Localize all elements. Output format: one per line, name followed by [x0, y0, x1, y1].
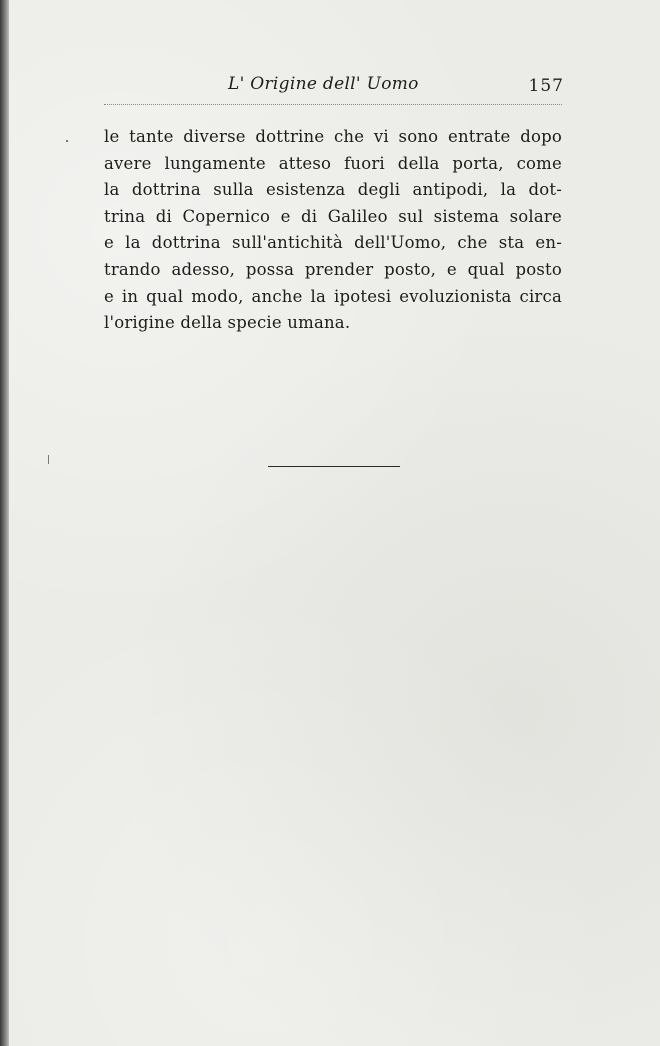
running-title: L' Origine dell' Uomo: [228, 74, 419, 94]
page-header: [104, 74, 562, 102]
text-line: trando adesso, possa prender posto, e qual posto: [104, 259, 562, 279]
text-line: l'origine della specie umana.: [104, 313, 351, 333]
binding-edge: [0, 0, 9, 1046]
body-paragraph: [104, 124, 562, 337]
ink-speck: [66, 140, 68, 142]
text-line: e in qual modo, anche la ipotesi evoluzionista circa: [104, 286, 562, 306]
text-line: avere lungamente atteso fuori della porta, come: [104, 153, 562, 173]
text-line: la dottrina sulla esistenza degli antipodi, la dot-: [104, 180, 562, 200]
page-number: 157: [528, 76, 564, 96]
text-line: e la dottrina sull'antichità dell'Uomo, che sta en-: [104, 233, 562, 253]
ink-speck: [48, 455, 49, 464]
text-line: trina di Copernico e di Galileo sul sistema solare: [104, 206, 562, 226]
section-end-rule: [268, 466, 400, 467]
header-rule: [104, 104, 562, 105]
text-line: le tante diverse dottrine che vi sono entrate dopo: [104, 127, 562, 146]
